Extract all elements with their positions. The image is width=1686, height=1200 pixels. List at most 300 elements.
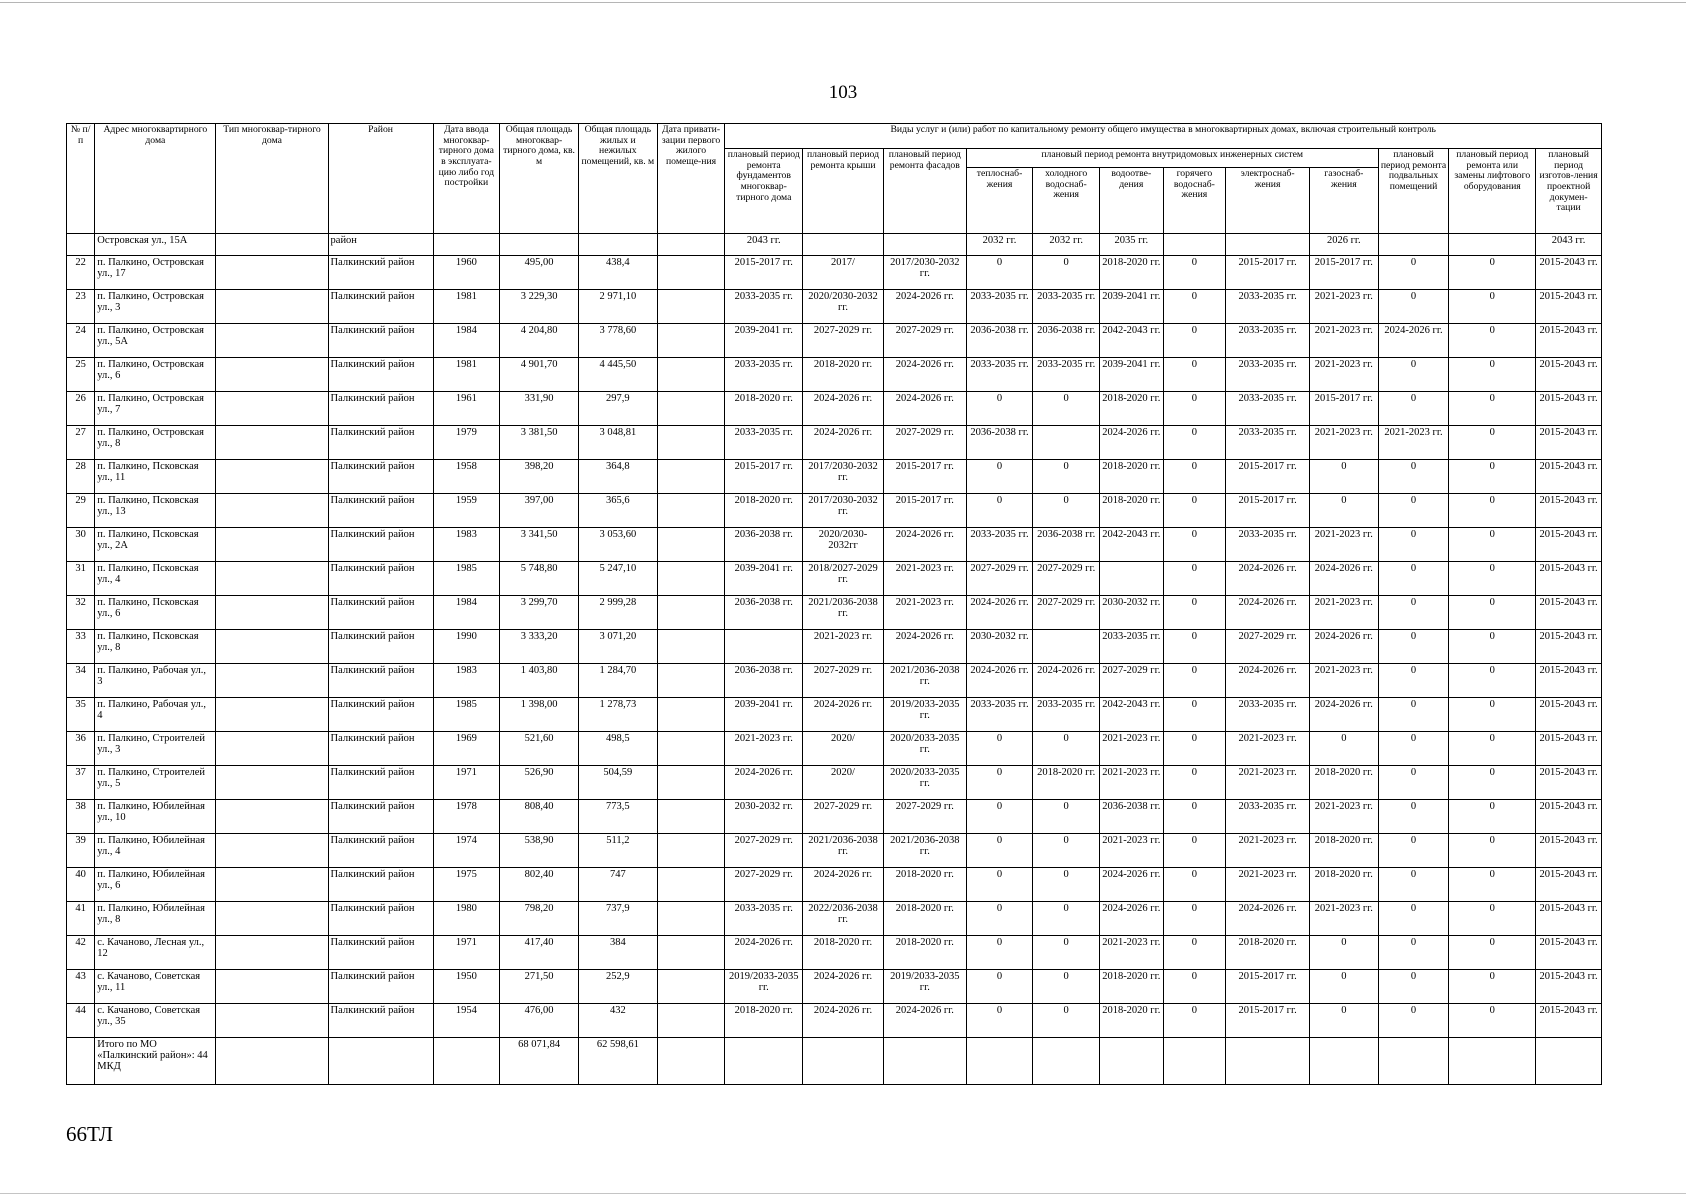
cell-living-area: 3 048,81 [578,426,657,460]
cell-drainage: 2039-2041 гг. [1099,290,1163,324]
total-privatization [657,1038,725,1085]
total-year [433,1038,500,1085]
cell-foundation: 2033-2035 гг. [725,902,803,936]
cell-electricity: 2021-2023 гг. [1226,732,1310,766]
cell-facade: 2024-2026 гг. [883,290,966,324]
cell-elevator: 0 [1449,970,1536,1004]
cell-no: 41 [67,902,95,936]
cell-cold-water: 0 [1033,902,1100,936]
total-no [67,1038,95,1085]
cell-basement: 0 [1378,766,1449,800]
cell-foundation: 2027-2029 гг. [725,834,803,868]
cell-drainage: 2039-2041 гг. [1099,358,1163,392]
cell-basement: 0 [1378,970,1449,1004]
cell-total-area: 538,90 [500,834,579,868]
total-house-type [216,1038,328,1085]
cell-gas: 0 [1310,732,1379,766]
cell-district: Палкинский район [328,936,433,970]
total-foundation [725,1038,803,1085]
cell-total-area: 398,20 [500,460,579,494]
cell-heating: 0 [966,460,1033,494]
cell-basement: 0 [1378,698,1449,732]
cell-total-area: 476,00 [500,1004,579,1038]
header-commission-date: Дата ввода многоквар-тирного дома в эксплуата-цию либо год постройки [433,124,500,234]
cell-living-area: 773,5 [578,800,657,834]
table-row [67,800,1602,834]
cell-year: 1961 [433,392,500,426]
cell-district: Палкинский район [328,970,433,1004]
cell-foundation: 2018-2020 гг. [725,392,803,426]
cell-heating: 0 [966,800,1033,834]
cell-year: 1978 [433,800,500,834]
cell-heating: 2033-2035 гг. [966,698,1033,732]
cell-elevator: 0 [1449,834,1536,868]
cell-total-area: 808,40 [500,800,579,834]
cell-gas: 2021-2023 гг. [1310,426,1379,460]
cell-total-area: 331,90 [500,392,579,426]
cell-total-area: 521,60 [500,732,579,766]
cell-total-area: 3 381,50 [500,426,579,460]
cell-living-area: 4 445,50 [578,358,657,392]
cell-address: п. Палкино, Юбилейная ул., 6 [95,868,216,902]
cell-elevator: 0 [1449,630,1536,664]
cell-no: 28 [67,460,95,494]
cell-address: п. Палкино, Псковская ул., 6 [95,596,216,630]
table-row [67,936,1602,970]
cell-foundation: 2043 гг. [725,234,803,256]
cell-facade: 2019/2033-2035 гг. [883,698,966,732]
cell-elevator: 0 [1449,1004,1536,1038]
cell-drainage [1099,562,1163,596]
cell-basement: 2021-2023 гг. [1378,426,1449,460]
cell-address: п. Палкино, Рабочая ул., 4 [95,698,216,732]
cell-gas: 0 [1310,460,1379,494]
cell-elevator: 0 [1449,664,1536,698]
cell-electricity [1226,234,1310,256]
header-total-area: Общая площадь многоквар-тирного дома, кв. м [500,124,579,234]
cell-elevator: 0 [1449,256,1536,290]
table-row [67,834,1602,868]
cell-facade: 2015-2017 гг. [883,460,966,494]
table-row [67,494,1602,528]
cell-no: 29 [67,494,95,528]
cell-foundation: 2018-2020 гг. [725,494,803,528]
cell-hot-water: 0 [1163,936,1226,970]
cell-foundation: 2015-2017 гг. [725,460,803,494]
cell-year: 1971 [433,936,500,970]
cell-hot-water: 0 [1163,494,1226,528]
cell-living-area: 3 778,60 [578,324,657,358]
cell-privatization-date [657,392,725,426]
cell-cold-water: 0 [1033,460,1100,494]
cell-house-type [216,732,328,766]
cell-house-type [216,562,328,596]
cell-living-area: 511,2 [578,834,657,868]
cell-hot-water: 0 [1163,256,1226,290]
cell-cold-water: 0 [1033,834,1100,868]
cell-cold-water: 2027-2029 гг. [1033,596,1100,630]
total-drainage [1099,1038,1163,1085]
cell-roof: 2017/2030-2032 гг. [803,494,884,528]
cell-design-docs: 2015-2043 гг. [1536,290,1602,324]
cell-foundation: 2033-2035 гг. [725,358,803,392]
cell-roof: 2022/2036-2038 гг. [803,902,884,936]
scan-edge-top [0,2,1686,3]
continuation-row [67,234,1602,256]
cell-living-area: 2 999,28 [578,596,657,630]
cell-no: 34 [67,664,95,698]
cell-basement: 0 [1378,800,1449,834]
table-row [67,698,1602,732]
cell-facade: 2018-2020 гг. [883,868,966,902]
table-row [67,460,1602,494]
cell-year [433,234,500,256]
cell-house-type [216,1004,328,1038]
cell-year: 1985 [433,562,500,596]
cell-drainage: 2024-2026 гг. [1099,426,1163,460]
cell-electricity: 2033-2035 гг. [1226,698,1310,732]
header-heating: теплоснаб-жения [966,168,1033,234]
cell-basement: 0 [1378,256,1449,290]
cell-roof: 2020/ [803,766,884,800]
cell-cold-water: 0 [1033,256,1100,290]
cell-total-area: 271,50 [500,970,579,1004]
cell-district: Палкинский район [328,392,433,426]
header-house-type: Тип многоквар-тирного дома [216,124,328,234]
cell-year: 1969 [433,732,500,766]
cell-elevator: 0 [1449,460,1536,494]
cell-roof: 2020/2030-2032 гг. [803,290,884,324]
cell-electricity: 2021-2023 гг. [1226,834,1310,868]
cell-facade: 2021-2023 гг. [883,562,966,596]
cell-total-area: 798,20 [500,902,579,936]
cell-cold-water: 0 [1033,494,1100,528]
cell-basement: 0 [1378,732,1449,766]
cell-privatization-date [657,460,725,494]
table-row [67,358,1602,392]
cell-hot-water: 0 [1163,528,1226,562]
cell-total-area: 3 299,70 [500,596,579,630]
cell-drainage: 2042-2043 гг. [1099,528,1163,562]
cell-elevator: 0 [1449,902,1536,936]
cell-design-docs: 2015-2043 гг. [1536,1004,1602,1038]
cell-house-type [216,970,328,1004]
cell-foundation: 2019/2033-2035 гг. [725,970,803,1004]
cell-total-area: 417,40 [500,936,579,970]
total-roof [803,1038,884,1085]
cell-address: п. Палкино, Псковская ул., 13 [95,494,216,528]
total-living-area: 62 598,61 [578,1038,657,1085]
cell-design-docs: 2015-2043 гг. [1536,630,1602,664]
cell-facade [883,234,966,256]
cell-drainage: 2033-2035 гг. [1099,630,1163,664]
cell-hot-water: 0 [1163,1004,1226,1038]
cell-house-type [216,766,328,800]
cell-facade: 2024-2026 гг. [883,528,966,562]
cell-total-area: 1 403,80 [500,664,579,698]
cell-living-area: 3 053,60 [578,528,657,562]
cell-hot-water: 0 [1163,800,1226,834]
cell-total-area: 495,00 [500,256,579,290]
total-hot-water [1163,1038,1226,1085]
cell-house-type [216,902,328,936]
cell-basement: 0 [1378,290,1449,324]
cell-electricity: 2033-2035 гг. [1226,358,1310,392]
cell-house-type [216,698,328,732]
cell-design-docs: 2015-2043 гг. [1536,324,1602,358]
cell-drainage: 2018-2020 гг. [1099,970,1163,1004]
header-electricity: электроснаб-жения [1226,168,1310,234]
cell-electricity: 2033-2035 гг. [1226,324,1310,358]
cell-elevator: 0 [1449,868,1536,902]
cell-address: с. Качаново, Лесная ул., 12 [95,936,216,970]
cell-design-docs: 2015-2043 гг. [1536,426,1602,460]
cell-roof [803,234,884,256]
cell-address: п. Палкино, Островская ул., 8 [95,426,216,460]
header-works-title: Виды услуг и (или) работ по капитальному ремонту общего имущества в многоквартирных домах, включая строительный контроль [725,124,1602,149]
cell-design-docs: 2015-2043 гг. [1536,834,1602,868]
cell-total-area: 5 748,80 [500,562,579,596]
header-living-area: Общая площадь жилых и нежилых помещений, кв. м [578,124,657,234]
cell-roof: 2024-2026 гг. [803,392,884,426]
cell-address: с. Качаново, Советская ул., 35 [95,1004,216,1038]
cell-year: 1981 [433,358,500,392]
cell-electricity: 2024-2026 гг. [1226,664,1310,698]
cell-year: 1974 [433,834,500,868]
cell-facade: 2024-2026 гг. [883,392,966,426]
cell-drainage: 2018-2020 гг. [1099,256,1163,290]
cell-roof: 2024-2026 гг. [803,698,884,732]
cell-elevator [1449,234,1536,256]
cell-heating: 2024-2026 гг. [966,664,1033,698]
cell-foundation: 2036-2038 гг. [725,528,803,562]
cell-facade: 2017/2030-2032 гг. [883,256,966,290]
cell-elevator: 0 [1449,698,1536,732]
cell-hot-water: 0 [1163,426,1226,460]
total-heating [966,1038,1033,1085]
cell-year: 1983 [433,528,500,562]
table-row [67,970,1602,1004]
cell-facade: 2021/2036-2038 гг. [883,834,966,868]
cell-address: п. Палкино, Строителей ул., 3 [95,732,216,766]
cell-no: 39 [67,834,95,868]
cell-no: 33 [67,630,95,664]
cell-no: 36 [67,732,95,766]
cell-hot-water: 0 [1163,596,1226,630]
cell-privatization-date [657,800,725,834]
cell-roof: 2024-2026 гг. [803,426,884,460]
cell-cold-water: 2024-2026 гг. [1033,664,1100,698]
cell-drainage: 2021-2023 гг. [1099,766,1163,800]
cell-basement: 0 [1378,494,1449,528]
cell-drainage: 2027-2029 гг. [1099,664,1163,698]
cell-design-docs: 2015-2043 гг. [1536,392,1602,426]
table-row [67,290,1602,324]
cell-gas: 2018-2020 гг. [1310,766,1379,800]
cell-district: Палкинский район [328,1004,433,1038]
cell-electricity: 2015-2017 гг. [1226,494,1310,528]
cell-privatization-date [657,234,725,256]
cell-gas: 2021-2023 гг. [1310,902,1379,936]
cell-drainage: 2042-2043 гг. [1099,698,1163,732]
cell-drainage: 2018-2020 гг. [1099,460,1163,494]
cell-district: Палкинский район [328,664,433,698]
cell-address: п. Палкино, Островская ул., 17 [95,256,216,290]
cell-facade: 2024-2026 гг. [883,358,966,392]
cell-address: п. Палкино, Островская ул., 3 [95,290,216,324]
table-row [67,664,1602,698]
cell-facade: 2027-2029 гг. [883,800,966,834]
cell-living-area: 252,9 [578,970,657,1004]
cell-hot-water: 0 [1163,698,1226,732]
cell-house-type [216,800,328,834]
cell-design-docs: 2015-2043 гг. [1536,800,1602,834]
cell-gas: 0 [1310,970,1379,1004]
cell-address: п. Палкино, Псковская ул., 8 [95,630,216,664]
cell-district: Палкинский район [328,596,433,630]
cell-heating: 0 [966,936,1033,970]
cell-living-area: 3 071,20 [578,630,657,664]
cell-cold-water: 2033-2035 гг. [1033,290,1100,324]
cell-drainage: 2018-2020 гг. [1099,494,1163,528]
cell-foundation: 2036-2038 гг. [725,664,803,698]
cell-facade: 2018-2020 гг. [883,936,966,970]
cell-foundation: 2036-2038 гг. [725,596,803,630]
cell-no: 23 [67,290,95,324]
cell-year: 1985 [433,698,500,732]
cell-roof: 2018-2020 гг. [803,358,884,392]
cell-address: п. Палкино, Островская ул., 5А [95,324,216,358]
cell-privatization-date [657,698,725,732]
cell-district: Палкинский район [328,290,433,324]
cell-hot-water: 0 [1163,766,1226,800]
cell-privatization-date [657,970,725,1004]
cell-total-area: 3 229,30 [500,290,579,324]
cell-foundation: 2024-2026 гг. [725,766,803,800]
cell-elevator: 0 [1449,426,1536,460]
cell-basement: 0 [1378,834,1449,868]
cell-basement: 0 [1378,868,1449,902]
cell-year: 1984 [433,324,500,358]
cell-heating: 0 [966,868,1033,902]
cell-hot-water: 0 [1163,392,1226,426]
cell-address: с. Качаново, Советская ул., 11 [95,970,216,1004]
total-row [67,1038,1602,1085]
cell-basement: 0 [1378,902,1449,936]
cell-heating: 2036-2038 гг. [966,324,1033,358]
cell-hot-water: 0 [1163,868,1226,902]
cell-privatization-date [657,766,725,800]
cell-year: 1959 [433,494,500,528]
cell-roof: 2027-2029 гг. [803,800,884,834]
cell-design-docs: 2015-2043 гг. [1536,358,1602,392]
cell-design-docs: 2015-2043 гг. [1536,868,1602,902]
cell-living-area: 737,9 [578,902,657,936]
cell-year: 1971 [433,766,500,800]
table-row [67,1004,1602,1038]
cell-gas: 2018-2020 гг. [1310,834,1379,868]
cell-total-area: 3 333,20 [500,630,579,664]
cell-year: 1984 [433,596,500,630]
cell-total-area: 1 398,00 [500,698,579,732]
cell-drainage: 2024-2026 гг. [1099,902,1163,936]
header-drainage: водоотве-дения [1099,168,1163,234]
cell-address: п. Палкино, Рабочая ул., 3 [95,664,216,698]
cell-privatization-date [657,562,725,596]
cell-district: Палкинский район [328,528,433,562]
cell-total-area: 397,00 [500,494,579,528]
cell-facade: 2018-2020 гг. [883,902,966,936]
cell-gas: 2024-2026 гг. [1310,698,1379,732]
cell-year: 1979 [433,426,500,460]
header-no: № п/п [67,124,95,234]
cell-design-docs: 2043 гг. [1536,234,1602,256]
header-address: Адрес многоквартирного дома [95,124,216,234]
cell-no: 24 [67,324,95,358]
table-total [67,1038,1602,1085]
cell-roof: 2024-2026 гг. [803,1004,884,1038]
cell-cold-water: 0 [1033,392,1100,426]
cell-heating: 2027-2029 гг. [966,562,1033,596]
cell-privatization-date [657,664,725,698]
cell-cold-water: 0 [1033,970,1100,1004]
cell-gas: 2021-2023 гг. [1310,664,1379,698]
cell-year: 1954 [433,1004,500,1038]
cell-foundation: 2039-2041 гг. [725,698,803,732]
cell-living-area: 438,4 [578,256,657,290]
cell-electricity: 2027-2029 гг. [1226,630,1310,664]
cell-address: п. Палкино, Юбилейная ул., 4 [95,834,216,868]
cell-hot-water: 0 [1163,460,1226,494]
cell-district: Палкинский район [328,630,433,664]
cell-roof: 2017/2030-2032 гг. [803,460,884,494]
cell-no: 38 [67,800,95,834]
header-elevator: плановый период ремонта или замены лифтового оборудования [1449,149,1536,234]
cell-house-type [216,358,328,392]
cell-basement: 0 [1378,936,1449,970]
cell-drainage: 2021-2023 гг. [1099,834,1163,868]
cell-roof: 2018/2027-2029 гг. [803,562,884,596]
cell-gas: 0 [1310,936,1379,970]
cell-design-docs: 2015-2043 гг. [1536,460,1602,494]
cell-total-area: 3 341,50 [500,528,579,562]
cell-privatization-date [657,902,725,936]
cell-district: Палкинский район [328,562,433,596]
cell-drainage: 2018-2020 гг. [1099,392,1163,426]
cell-roof: 2020/2030-2032гг [803,528,884,562]
cell-gas: 2015-2017 гг. [1310,392,1379,426]
cell-privatization-date [657,256,725,290]
cell-no: 25 [67,358,95,392]
cell-roof: 2017/ [803,256,884,290]
cell-house-type [216,290,328,324]
cell-facade: 2024-2026 гг. [883,1004,966,1038]
cell-privatization-date [657,324,725,358]
table-row [67,630,1602,664]
cell-no: 44 [67,1004,95,1038]
table-row [67,902,1602,936]
cell-hot-water: 0 [1163,834,1226,868]
cell-district: Палкинский район [328,494,433,528]
cell-house-type [216,596,328,630]
cell-hot-water: 0 [1163,358,1226,392]
cell-heating: 2033-2035 гг. [966,290,1033,324]
table-row [67,562,1602,596]
cell-roof: 2021/2036-2038 гг. [803,596,884,630]
cell-design-docs: 2015-2043 гг. [1536,562,1602,596]
header-district: Район [328,124,433,234]
cell-hot-water: 0 [1163,970,1226,1004]
